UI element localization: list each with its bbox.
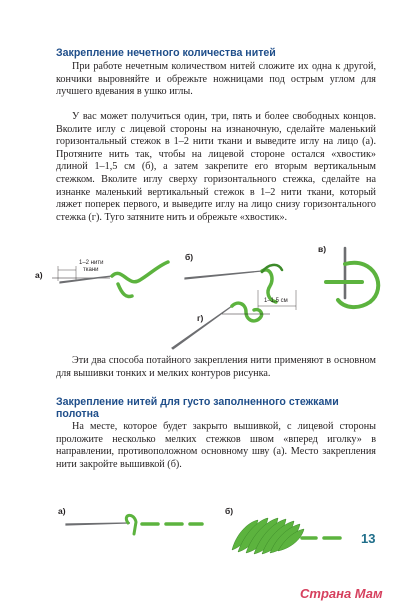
figure2a-thread-loop	[126, 515, 136, 534]
figure1a-needle	[60, 276, 112, 283]
section-heading-dense-fill-line1: Закрепление нитей для густо заполненного стежками	[56, 396, 339, 408]
page-number: 13	[361, 531, 376, 546]
figure1-label-g: г)	[197, 313, 204, 323]
site-watermark: Страна Мам	[300, 586, 383, 601]
figure2b-satin-fill	[232, 518, 304, 554]
figure1a-dim-text-2: ткани	[83, 267, 99, 273]
figure2-label-a: а)	[58, 506, 66, 516]
paragraph-odd-threads-method: У вас может получиться один, три, пять и более свободных концов. Вколите иглу с лицевой стороны на изнаночную, сделайте маленький горизонтальный стежок в 1–2 нити ткани и выведите иглу на лицо (а). Протяните нить так, чтобы на лицевой стороне остался «хвостик» длиной 1–1,5 см (б), а затем закрепите его вторым вертикальным стежком. Вколите иглу сверху горизонтального стежка, сделайте на изнанке маленький вертикальный стежок в 1–2 нити ткани, который ляжет поперек первого, и выведите иглу на лицо снизу горизонтального стежка (г). Туго затяните нить и обрежьте «хвостик».	[56, 111, 376, 223]
figure-dense-fill-fastening	[0, 500, 415, 580]
figure1a-thread	[112, 262, 168, 282]
paragraph-odd-threads-intro: При работе нечетным количеством нитей сложите их одна к другой, кончики выровняйте и обрежьте ножницами под острым углом для лучшего вдевания в ушко иглы.	[56, 61, 376, 98]
figure1a-thread-tail	[118, 284, 132, 297]
figure2a-needle	[66, 523, 130, 525]
figure1-label-a: а)	[35, 270, 43, 280]
figure-thread-fastening-steps	[0, 244, 415, 358]
figure1b-needle	[185, 271, 262, 279]
figure1-label-v: в)	[318, 244, 327, 254]
paragraph-two-methods: Эти два способа потайного закрепления нити применяют в основном для вышивки тонких и мелких контуров рисунка.	[56, 355, 376, 379]
section-heading-dense-fill	[56, 396, 376, 420]
figure1g-thread	[232, 303, 262, 321]
paragraph-dense-fill: На месте, которое будет закрыто вышивкой, с лицевой стороны проложите несколько мелких стежков швом «вперед иголку» в направлении, противоположном основному шву (а). Место закрепления нити закройте вышивкой (б).	[56, 421, 376, 470]
section-heading-dense-fill-line2: полотна	[56, 408, 99, 420]
figure1-label-b: б)	[185, 252, 194, 262]
figure1a-dim-text-1: 1–2 нити	[79, 260, 104, 266]
figure1b-dim-text: 1–1,5 см	[264, 298, 288, 304]
section-heading-odd-threads: Закрепление нечетного количества нитей	[56, 47, 276, 59]
figure2-label-b: б)	[225, 506, 234, 516]
